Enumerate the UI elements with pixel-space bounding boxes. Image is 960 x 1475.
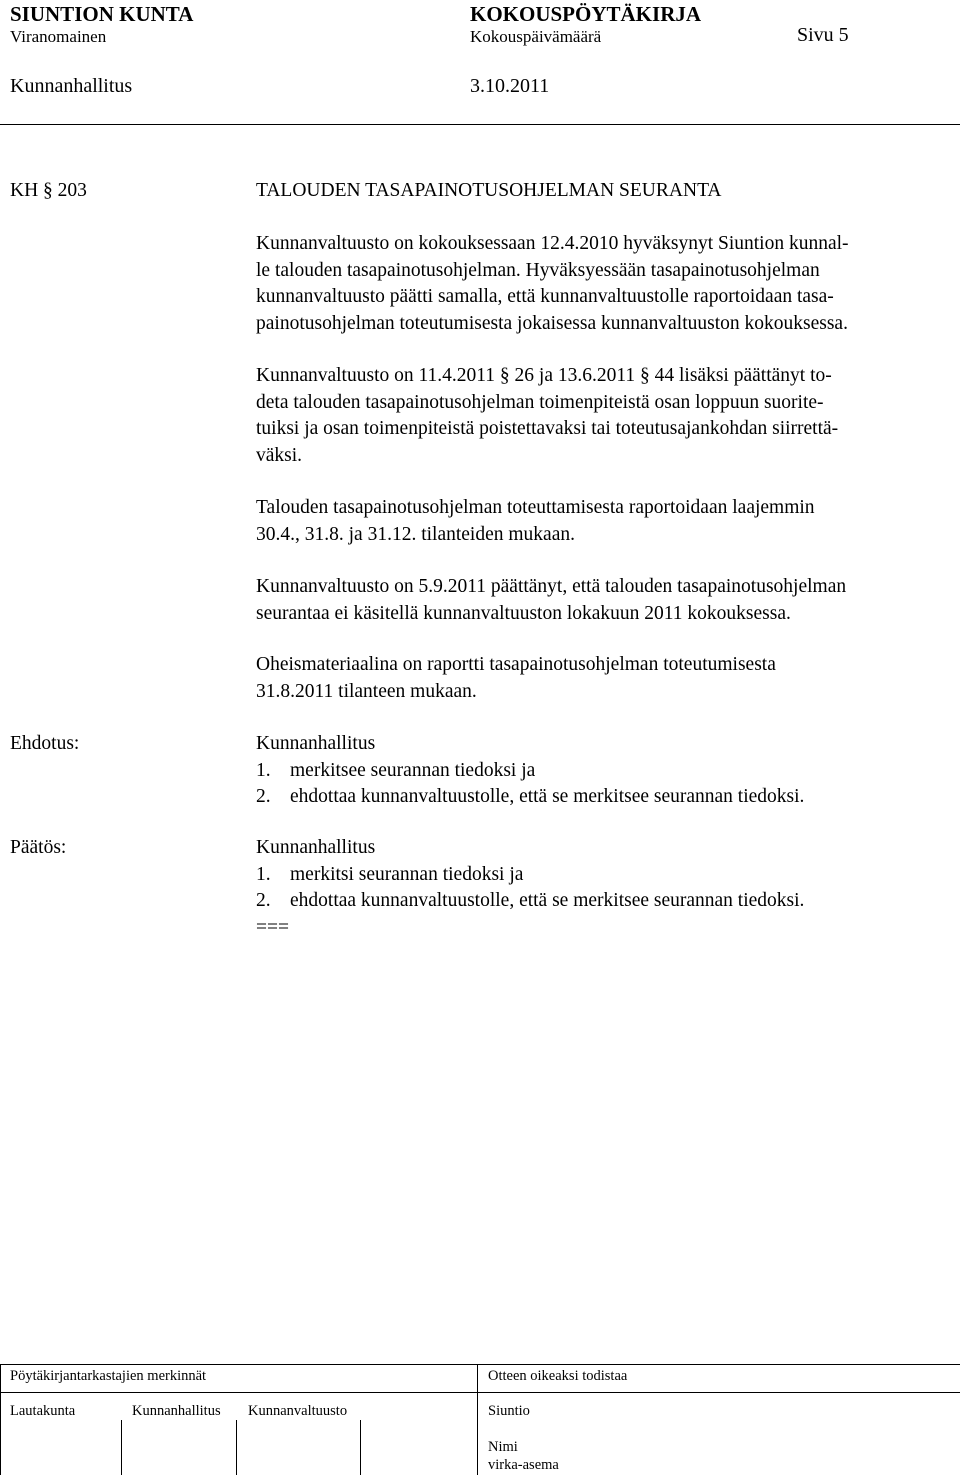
paragraph-3 — [256, 495, 956, 548]
list-item-text: merkitsee seurannan tiedoksi ja — [290, 759, 536, 781]
footer-top-rule — [0, 1364, 960, 1365]
paragraph-line: deta talouden tasapainotusohjelman toimenpiteistä osan loppuun suorite- — [256, 391, 824, 413]
list-item-number: 2. — [256, 786, 271, 807]
paragraph-1 — [256, 231, 956, 337]
document-type: KOKOUSPÖYTÄKIRJA — [470, 2, 702, 26]
decision-block — [256, 835, 956, 915]
list-item — [256, 888, 956, 915]
list-item — [256, 784, 956, 811]
footer-center-divider — [477, 1364, 478, 1475]
name-label: Nimi — [488, 1439, 518, 1455]
proposal-label: Ehdotus: — [10, 733, 80, 754]
paragraph-line: le talouden tasapainotusohjelman. Hyväksyessään tasapainotusohjelman — [256, 259, 820, 281]
authority-name: Kunnanhallitus — [10, 75, 133, 97]
paragraph-2 — [256, 363, 956, 469]
list-item-number: 1. — [256, 863, 271, 885]
proposal-block — [256, 731, 956, 811]
decision-label: Päätös: — [10, 837, 67, 858]
footer-col-divider-1 — [121, 1420, 122, 1475]
page-number: Sivu 5 — [797, 24, 849, 46]
list-item-number: 1. — [256, 759, 271, 781]
paragraph-line: seurantaa ei käsitellä kunnanvaltuuston lokakuun 2011 kokouksessa. — [256, 602, 791, 624]
list-item-text: merkitsi seurannan tiedoksi ja — [290, 863, 524, 885]
footer-middle-rule — [0, 1392, 960, 1393]
paragraph-line: Kunnanvaltuusto on kokouksessaan 12.4.2010 hyväksynyt Siuntion kunnal- — [256, 233, 849, 254]
paragraph-line: kunnanvaltuusto päätti samalla, että kunnanvaltuustolle raportoidaan tasa- — [256, 286, 834, 307]
footer-col-divider-3 — [360, 1420, 361, 1475]
list-item — [256, 758, 956, 785]
end-mark: === — [256, 917, 289, 938]
meeting-date: 3.10.2011 — [470, 75, 550, 97]
list-item-text: ehdottaa kunnanvaltuustolle, että se merkitsee seurannan tiedoksi. — [290, 890, 805, 911]
paragraph-line: Talouden tasapainotusohjelman toteuttamisesta raportoidaan laajemmin — [256, 497, 815, 518]
header-divider — [0, 124, 960, 125]
paragraph-4 — [256, 574, 956, 627]
section-number: KH § 203 — [10, 180, 87, 201]
initials-label: Pöytäkirjantarkastajien merkinnät — [10, 1368, 207, 1384]
paragraph-line: 30.4., 31.8. ja 31.12. tilanteiden mukaan. — [256, 523, 575, 545]
col-kunnanvaltuusto: Kunnanvaltuusto — [248, 1403, 348, 1419]
place-label: Siuntio — [488, 1403, 530, 1419]
list-item — [256, 862, 956, 889]
certified-label: Otteen oikeaksi todistaa — [488, 1368, 628, 1384]
paragraph-5 — [256, 652, 956, 705]
title-label: virka-asema — [488, 1457, 559, 1473]
paragraph-line: Kunnanvaltuusto on 5.9.2011 päättänyt, että talouden tasapainotusohjelman — [256, 576, 847, 597]
decision-body: Kunnanhallitus — [256, 837, 376, 858]
paragraph-line: tuiksi ja osan toimenpiteistä poistettavaksi tai toteutusajankohdan siirrettä- — [256, 418, 839, 439]
authority-label: Viranomainen — [10, 27, 107, 46]
proposal-body: Kunnanhallitus — [256, 733, 376, 754]
list-item-text: ehdottaa kunnanvaltuustolle, että se merkitsee seurannan tiedoksi. — [290, 786, 805, 807]
paragraph-line: 31.8.2011 tilanteen mukaan. — [256, 680, 477, 702]
section-title: TALOUDEN TASAPAINOTUSOHJELMAN SEURANTA — [256, 180, 722, 201]
list-item-number: 2. — [256, 890, 271, 911]
organization-name: SIUNTION KUNTA — [10, 2, 194, 26]
paragraph-line: Oheismateriaalina on raportti tasapainotusohjelman toteutumisesta — [256, 654, 776, 675]
paragraph-line: Kunnanvaltuusto on 11.4.2011 § 26 ja 13.6.2011 § 44 lisäksi päättänyt to- — [256, 365, 832, 386]
col-kunnanhallitus: Kunnanhallitus — [132, 1403, 221, 1419]
footer-left-border — [0, 1364, 1, 1475]
footer-col-divider-2 — [236, 1420, 237, 1475]
meeting-date-label: Kokouspäivämäärä — [470, 27, 602, 46]
paragraph-line: väksi. — [256, 444, 303, 466]
col-lautakunta: Lautakunta — [10, 1403, 76, 1419]
paragraph-line: painotusohjelman toteutumisesta jokaisessa kunnanvaltuuston kokouksessa. — [256, 312, 848, 334]
